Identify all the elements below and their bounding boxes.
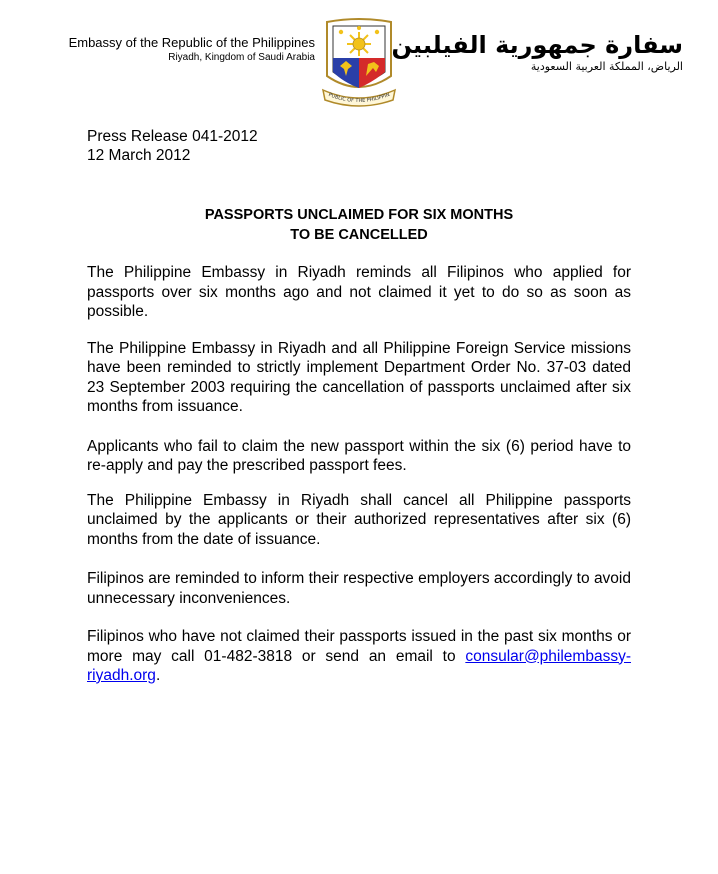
arabic-embassy-location: الرياض، المملكة العربية السعودية xyxy=(530,60,683,73)
consular-email-link[interactable]: consular@philembassy-riyadh.org xyxy=(87,647,631,684)
arabic-embassy-name: سفارة جمهورية الفيلبين xyxy=(391,31,683,59)
paragraph-contact xyxy=(87,627,631,686)
title-line-2: TO BE CANCELLED xyxy=(290,227,428,243)
embassy-location: Riyadh, Kingdom of Saudi Arabia xyxy=(168,52,315,63)
contact-end: . xyxy=(155,667,161,684)
press-release-meta xyxy=(87,127,258,165)
contact-text: Filipinos who have not claimed their passports issued in the past six months or more may call 01-482-3818 or send an email to xyxy=(87,628,631,665)
press-release-date: 12 March 2012 xyxy=(87,147,191,164)
paragraph-inform-employers: Filipinos are reminded to inform their respective employers accordingly to avoid unnecessary inconveniences. xyxy=(87,570,631,607)
paragraph-cancellation: The Philippine Embassy in Riyadh shall cancel all Philippine passports unclaimed by the applicants or their authorized representatives after six (6) months from the date of issuance. xyxy=(87,491,631,548)
paragraph-reapply: Applicants who fail to claim the new passport within the six (6) period have to re-apply and pay the prescribed passport fees. xyxy=(87,437,631,474)
embassy-letterhead-english xyxy=(69,35,315,65)
title-line-1: PASSPORTS UNCLAIMED FOR SIX MONTHS xyxy=(204,207,514,223)
embassy-letterhead-arabic xyxy=(391,30,683,73)
embassy-name: Embassy of the Republic of the Philippines xyxy=(68,35,315,50)
paragraph-reminder: The Philippine Embassy in Riyadh reminds all Filipinos who applied for passports over six months ago and not claimed it yet to do so as soon as possible. xyxy=(87,264,631,320)
philippine-seal-icon xyxy=(313,14,405,112)
seal-banner-text: PUBLIC OF THE PHILIPPIN xyxy=(327,91,391,105)
press-release-body xyxy=(87,263,631,686)
paragraph-department-order: The Philippine Embassy in Riyadh and all Philippine Foreign Service missions have been reminded to strictly implement Department Order No. 37-03 dated 23 September 2003 requiring the cancellation of passports unclaimed after six months from issuance. xyxy=(87,339,631,415)
press-release-number: Press Release 041-2012 xyxy=(87,128,258,145)
press-release-title xyxy=(87,205,631,245)
